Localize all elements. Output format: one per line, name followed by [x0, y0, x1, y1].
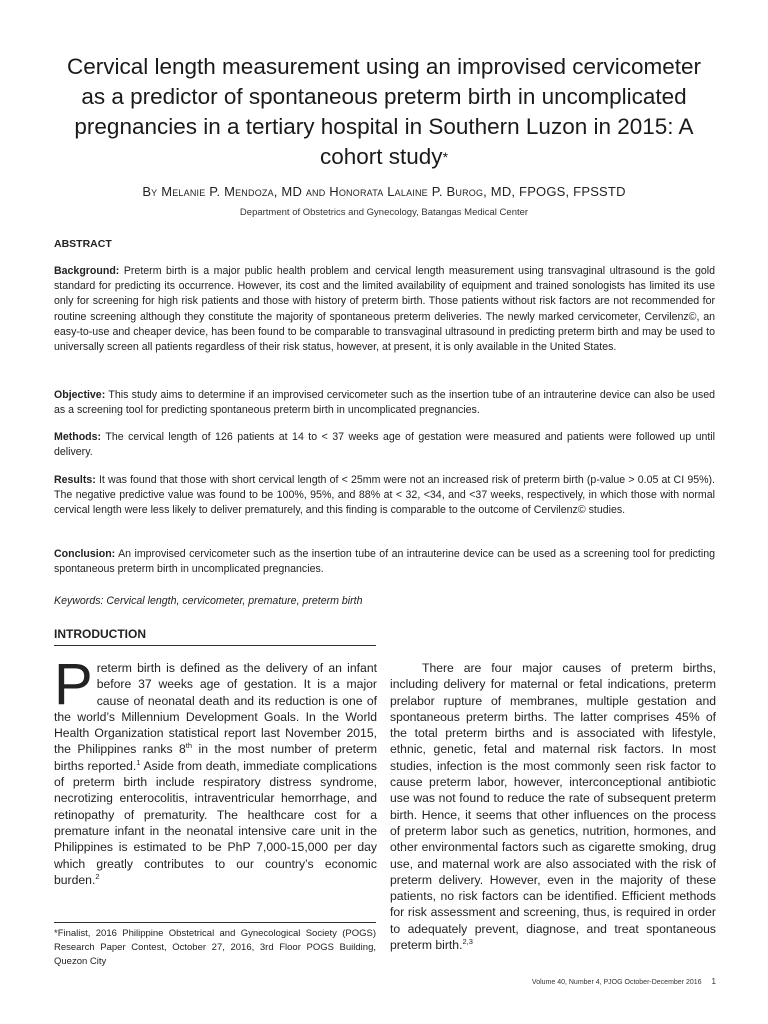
intro-left-text-3: Aside from death, immediate complications of preterm birth include respiratory distress syndrome, necrotizing enterocolitis, intraventricular hemorrhage, and retinopathy of prematurity. The healthcare cost for a premature infant in the neonatal intensive care unit in the Philippines is estimated to be PhP 7,000-15,000 per day which greatly contributes to our country’s economic burden. — [54, 758, 378, 887]
abstract-methods — [54, 430, 715, 460]
abstract-results — [54, 473, 715, 519]
introduction-left-column — [54, 652, 378, 888]
footnote: *Finalist, 2016 Philippine Obstetrical and Gynecological Society (POGS) Research Paper Contest, October 27, 2016, 3rd Floor POGS Building, Quezon City — [54, 928, 376, 967]
introduction-right-column — [390, 660, 716, 953]
intro-right-text: There are four major causes of preterm births, including delivery for maternal or fetal indications, preterm prelabor rupture of membranes, multiple gestation and spontaneous preterm births. The latter comprises 45% of the total preterm births and is associated with lifestyle, ethnic, genetic, fetal and maternal risk factors. In most studies, infection is the most commonly seen risk factor to cause preterm labor, however, interconceptional antibiotic use was not found to reduce the rate of subsequent preterm birth. Hence, it seems that other influences on the process of preterm labor such as genetics, nutrition, hormones, and other environmental factors such as cigarette smoking, drug use, and maternal work are also associated with the risk of preterm delivery. However, even in the majority of these patients, no risk factors can be identified. Efficient methods for risk assessment and screening, thus, is required in order to adequately prevent, diagnose, and treat spontaneous preterm birth. — [390, 661, 716, 953]
background-text: Preterm birth is a major public health problem and cervical length measurement using transvaginal ultrasound is the gold standard for predicting its occurrence. However, its cost and the limited availability of equipment and trained sonologists has limited its use only for screening for high risk patients and those with history of preterm birth. Those patients without risk factors are not recommended for routine screening although they constitute the majority of spontaneous preterm deliveries. The newly marked cervicometer, Cervilenz©, an easy-to-use and cheaper device, has been found to be comparable to transvaginal ultrasound in predicting preterm birth and may be used to universally screen all patients regardless of their risk status, however, at present, it is only available in the United States. — [54, 265, 715, 354]
abstract-heading: ABSTRACT — [54, 238, 112, 250]
superscript-th: th — [185, 741, 193, 751]
page-footer — [480, 977, 716, 986]
department-affiliation: Department of Obstetrics and Gynecology, Batangas Medical Center — [239, 207, 529, 218]
abstract-background — [54, 264, 715, 355]
conclusion-label: Conclusion: — [54, 548, 116, 560]
objective-label: Objective: — [54, 389, 106, 401]
abstract-objective — [54, 388, 715, 418]
methods-text: The cervical length of 126 patients at 14 to < 37 weeks age of gestation were measured and patients were followed up until delivery. — [54, 431, 715, 459]
intro-left-text-1: reterm birth is defined as the delivery of an infant before 37 weeks age of gestation. It is a major cause of neonatal death and its reduction is one of the world’s Millennium Development Goals. In the World Health Organization statistical report last November 2015, the Philippines ranks 8 — [54, 661, 377, 757]
methods-label: Methods: — [54, 431, 102, 443]
journal-citation: Volume 40, Number 4, PJOG October-December 2016 — [531, 979, 702, 986]
drop-cap: P — [54, 652, 93, 717]
results-text: It was found that those with short cervical length of < 25mm were not an increased risk of preterm birth (p-value > 0.05 at CI 95%). The negative predictive value was found to be 100%, 95%, and 88% at < 32, <34, and <37 weeks, respectively, in which those with normal cervical length were less likely to deliver prematurely, and this finding is comparable to the outcome of Cervilenz© studies. — [54, 474, 715, 517]
objective-text: This study aims to determine if an improvised cervicometer such as the insertion tube of an intrauterine device can also be used as a screening tool for predicting spontaneous preterm birth in uncomplicated pregnancies. — [54, 389, 715, 417]
background-label: Background: — [54, 265, 120, 277]
conclusion-text: An improvised cervicometer such as the insertion tube of an intrauterine device can be used as a screening tool for predicting spontaneous preterm birth in uncomplicated pregnancies. — [54, 548, 715, 576]
title-footnote-marker: * — [442, 149, 449, 165]
paper-title — [60, 52, 708, 172]
abstract-conclusion — [54, 547, 715, 577]
author-line: By Melanie P. Mendoza, MD and Honorata Lalaine P. Burog, MD, FPOGS, FPSSTD — [142, 184, 626, 199]
citation-2-3: 2,3 — [462, 936, 473, 946]
citation-2: 2 — [95, 871, 100, 881]
introduction-rule — [54, 645, 376, 646]
citation-1: 1 — [136, 757, 141, 767]
intro-left-text-2: in the most number of preterm births reported. — [54, 742, 377, 773]
paper-title-text: Cervical length measurement using an improvised cervicometer as a predictor of spontaneous preterm birth in uncomplicated pregnancies in a tertiary hospital in Southern Luzon in 2015: A cohort study — [66, 54, 702, 169]
keywords: Keywords: Cervical length, cervicometer, premature, preterm birth — [54, 595, 363, 607]
introduction-heading: INTRODUCTION — [54, 627, 146, 641]
footnote-rule — [54, 922, 376, 923]
page-number: 1 — [711, 977, 716, 986]
results-label: Results: — [54, 474, 96, 486]
